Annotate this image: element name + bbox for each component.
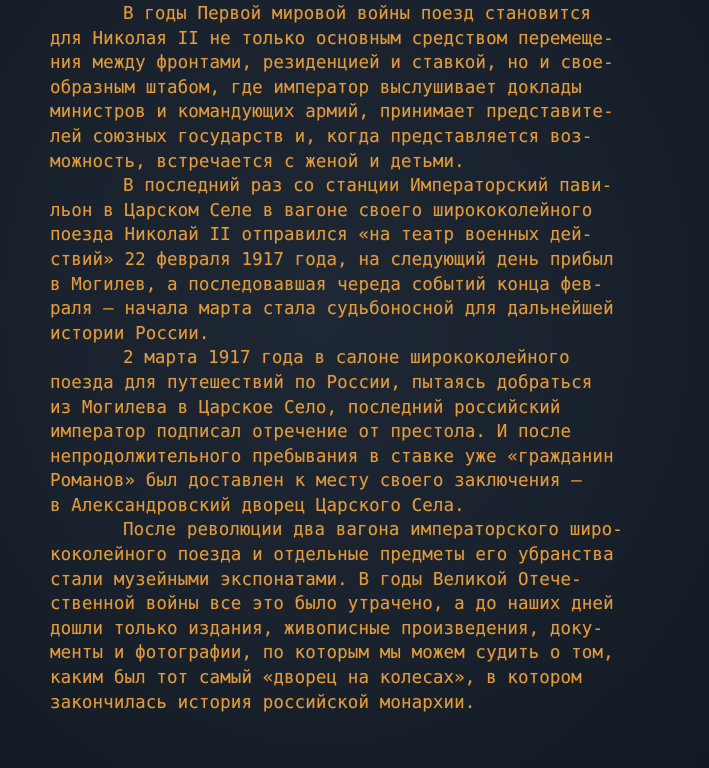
text-line: лей союзных государств и, когда представляется воз-	[50, 126, 593, 147]
text-line: менты и фотографии, по которым мы можем судить о том,	[50, 643, 614, 664]
text-line: в Александровский дворец Царского Села.	[50, 495, 465, 516]
text-line: император подписал отречение от престола. И после	[50, 422, 572, 443]
text-line: каким был тот самый «дворец на колесах», в котором	[50, 668, 582, 689]
text-line: в Могилев, а последовавшая череда событий конца фев-	[50, 274, 604, 295]
text-line: стали музейными экспонатами. В годы Великой Отече-	[50, 569, 582, 590]
text-line: поезда для путешествий по России, пытаясь добраться	[50, 372, 593, 393]
text-line: из Могилева в Царское Село, последний российский	[50, 397, 561, 418]
text-line: непродолжительного пребывания в ставке уже «гражданин	[50, 446, 614, 467]
text-line: дошли только издания, живописные произведения, доку-	[50, 618, 604, 639]
text-line: поезда Николай II отправился «на театр военных дей-	[50, 225, 593, 246]
text-line: закончилась история российской монархии.	[50, 692, 476, 713]
paragraph-2	[50, 174, 690, 346]
text-line: истории России.	[50, 323, 210, 344]
paragraph-4	[50, 518, 690, 715]
text-line: Романов» был доставлен к месту своего заключения —	[50, 471, 582, 492]
text-line: льон в Царском Селе в вагоне своего ширококолейного	[50, 200, 593, 221]
text-line: коколейного поезда и отдельные предметы его убранства	[50, 545, 614, 566]
text-line: 2 марта 1917 года в салоне ширококолейного	[123, 348, 570, 369]
text-line: В последний раз со станции Императорский пави-	[123, 176, 613, 197]
text-line: можность, встречается с женой и детьми.	[50, 151, 465, 172]
text-line: ственной войны все это было утрачено, а до наших дней	[50, 594, 614, 615]
text-line: министров и командующих армий, принимает представите-	[50, 102, 614, 123]
paragraph-1	[50, 2, 690, 174]
paragraph-3	[50, 346, 690, 518]
text-line: После революции два вагона императорского широ-	[123, 520, 623, 541]
text-line: образным штабом, где император выслушивает доклады	[50, 77, 582, 98]
exhibit-text	[50, 2, 690, 715]
text-line: В годы Первой мировой войны поезд становится	[123, 4, 591, 24]
text-line: раля — начала марта стала судьбоносной для дальнейшей	[50, 299, 614, 320]
text-line: ния между фронтами, резиденцией и ставкой, но и свое-	[50, 53, 614, 74]
text-line: для Николая II не только основным средством перемеще-	[50, 28, 614, 49]
text-line: ствий» 22 февраля 1917 года, на следующий день прибыл	[50, 249, 614, 270]
